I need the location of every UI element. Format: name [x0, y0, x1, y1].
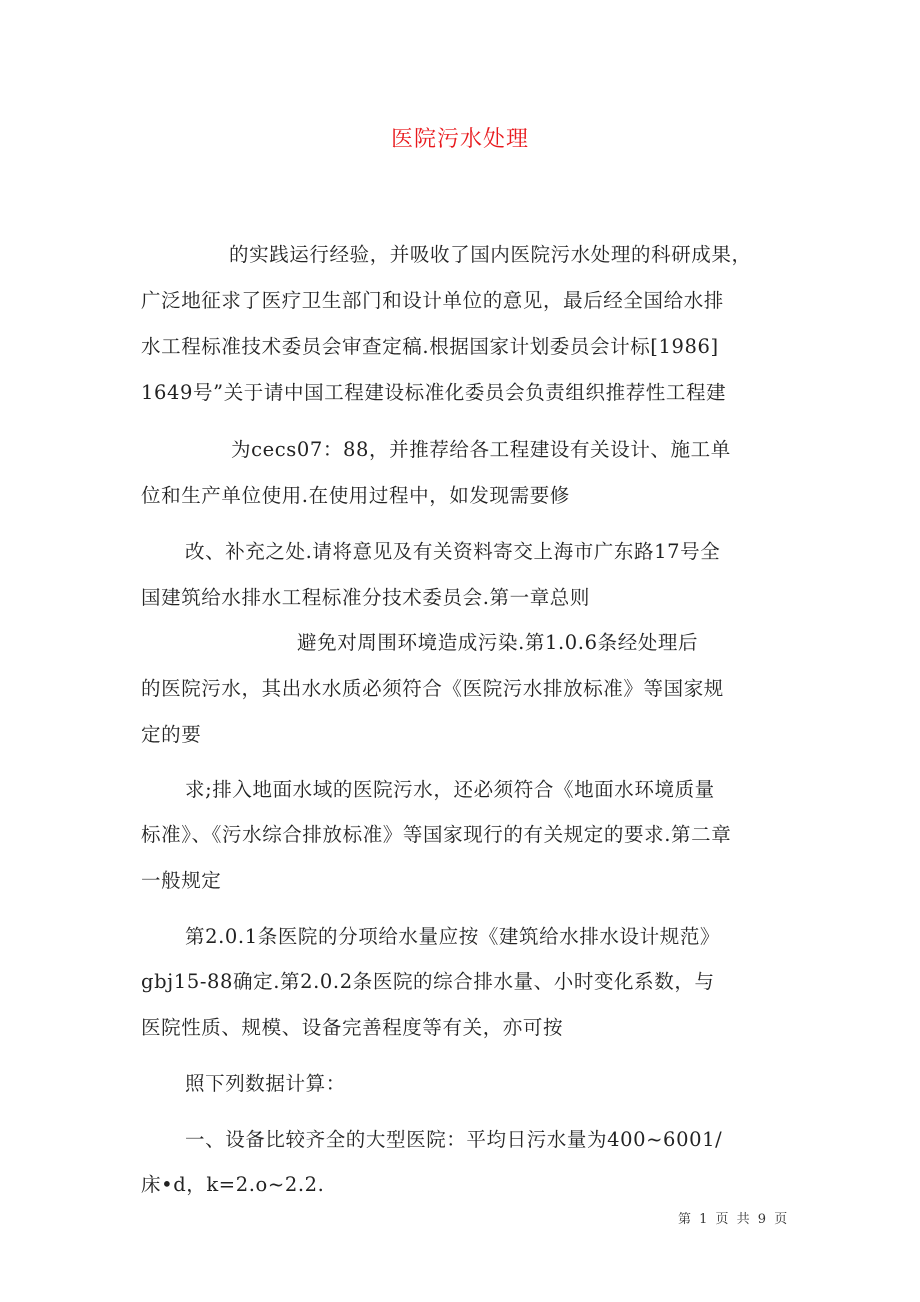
body-line: 1649号”关于请中国工程建设标准化委员会负责组织推荐性工程建 [141, 381, 727, 404]
body-line: 的实践运行经验，并吸收了国内医院污水处理的科研成果， [229, 243, 752, 266]
body-line: 一、设备比较齐全的大型医院：平均日污水量为400~6001/ [185, 1128, 723, 1151]
body-line: 标准》、《污水综合排放标准》等国家现行的有关规定的要求.第二章 [141, 823, 732, 846]
body-line: 改、补充之处.请将意见及有关资料寄交上海市广东路17号全 [185, 540, 721, 563]
body-line: 位和生产单位使用.在使用过程中，如发现需要修 [141, 484, 570, 507]
page-indicator: 第 1 页 共 9 页 [678, 1212, 790, 1227]
body-line: 求;排入地面水域的医院污水，还必须符合《地面水环境质量 [185, 778, 715, 801]
body-line: 的医院污水，其出水水质必须符合《医院污水排放标准》等国家规 [141, 677, 724, 700]
body-line: 为cecs07：88，并推荐给各工程建设有关设计、施工单 [231, 438, 731, 461]
body-line: 第2.0.1条医院的分项给水量应按《建筑给水排水设计规范》 [185, 925, 721, 948]
body-line: gbj15-88确定.第2.0.2条医院的综合排水量、小时变化系数，与 [141, 970, 715, 993]
body-line: 广泛地征求了医疗卫生部门和设计单位的意见，最后经全国给水排 [141, 289, 724, 312]
body-line: 避免对周围环境造成污染.第1.0.6条经处理后 [297, 631, 699, 654]
body-line: 医院性质、规模、设备完善程度等有关，亦可按 [141, 1016, 564, 1039]
body-line: 定的要 [141, 723, 202, 746]
body-line: 床•d，k=2.o~2.2. [141, 1173, 325, 1196]
body-line: 水工程标准技术委员会审查定稿.根据国家计划委员会计标[1986] [141, 335, 719, 358]
body-line: 照下列数据计算： [185, 1072, 346, 1095]
body-line: 一般规定 [141, 869, 222, 892]
document-title: 医院污水处理 [390, 127, 529, 152]
body-line: 国建筑给水排水工程标准分技术委员会.第一章总则 [141, 586, 590, 609]
